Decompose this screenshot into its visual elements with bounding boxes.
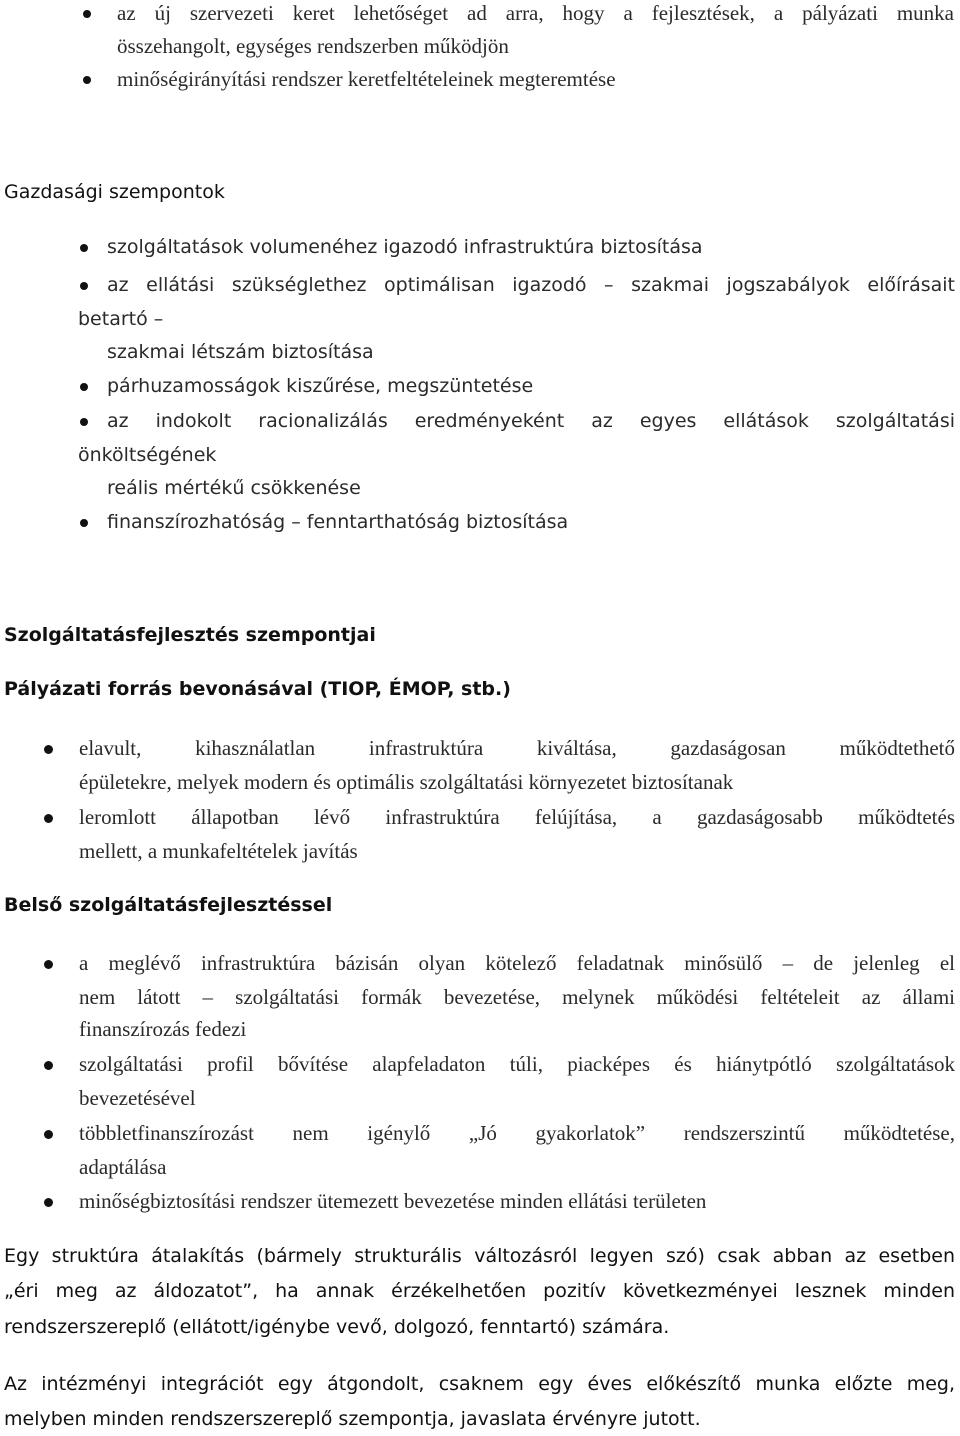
bullet-icon <box>44 1198 53 1207</box>
list-item-text: mellett, a munkafeltételek javítás <box>79 839 358 863</box>
bullet-icon <box>83 76 91 84</box>
bullet-icon <box>80 383 88 391</box>
bullet-icon <box>80 519 88 527</box>
list-item-text: összehangolt, egységes rendszerben működjön <box>117 34 509 58</box>
bullet-icon <box>83 10 91 18</box>
bullet-icon <box>44 960 53 969</box>
section-subheading: Pályázati forrás bevonásával (TIOP, ÉMOP, stb.) <box>4 678 511 700</box>
list-item-text: az ellátási szükséglethez optimálisan igazodó – szakmai jogszabályok előírásait <box>107 274 955 296</box>
list-item-text: finanszírozhatóság – fenntarthatóság biztosítása <box>107 511 569 533</box>
paragraph-line: „éri meg az áldozatot”, ha annak érzékelhetően pozitív következményei lesznek minden <box>4 1280 955 1302</box>
section-heading: Gazdasági szempontok <box>4 181 225 203</box>
list-item-text: leromlott állapotban lévő infrastruktúra felújítása, a gazdaságosabb működtetés <box>79 805 955 829</box>
list-item-text: szolgáltatási profil bővítése alapfeladaton túli, piacképes és hiánytpótló szolgáltatások <box>79 1052 955 1076</box>
section-heading: Szolgáltatásfejlesztés szempontjai <box>4 624 376 646</box>
paragraph-line: rendszerszereplő (ellátott/igénybe vevő, dolgozó, fenntartó) számára. <box>4 1316 670 1338</box>
list-item-text: elavult, kihasználatlan infrastruktúra kiváltása, gazdaságosan működtethető <box>79 736 955 760</box>
paragraph-line: melyben minden rendszerszereplő szempontja, javaslata érvényre jutott. <box>4 1408 701 1430</box>
list-item-text: önköltségének <box>78 444 217 466</box>
list-item-text: épületekre, melyek modern és optimális szolgáltatási környezetet biztosítanak <box>79 770 734 794</box>
list-item-text: az új szervezeti keret lehetőséget ad arra, hogy a fejlesztések, a pályázati munka <box>117 1 954 25</box>
list-item-text: szakmai létszám biztosítása <box>107 341 374 363</box>
bullet-icon <box>44 1130 53 1139</box>
bullet-icon <box>44 1061 53 1070</box>
section-heading: Belső szolgáltatásfejlesztéssel <box>4 894 333 916</box>
list-item-text: a meglévő infrastruktúra bázisán olyan kötelező feladatnak minősülő – de jelenleg el <box>79 951 955 975</box>
paragraph-line: Az intézményi integrációt egy átgondolt, csaknem egy éves előkészítő munka előzte meg, <box>4 1373 955 1395</box>
paragraph-line: Egy struktúra átalakítás (bármely strukturális változásról legyen szó) csak abban az esetben <box>4 1245 955 1267</box>
list-item-text: adaptálása <box>79 1155 167 1179</box>
bullet-icon <box>44 814 53 823</box>
list-item-text: többletfinanszírozást nem igénylő „Jó gyakorlatok” rendszerszintű működtetése, <box>79 1121 955 1145</box>
list-item-text: bevezetésével <box>79 1086 196 1110</box>
list-item-text: betartó – <box>78 308 164 330</box>
list-item-text: reális mértékű csökkenése <box>107 477 361 499</box>
bullet-icon <box>80 282 88 290</box>
list-item-text: minőségbiztosítási rendszer ütemezett bevezetése minden ellátási területen <box>79 1189 707 1213</box>
bullet-icon <box>44 745 53 754</box>
list-item-text: párhuzamosságok kiszűrése, megszüntetése <box>107 375 534 397</box>
list-item-text: minőségirányítási rendszer keretfeltételeinek megteremtése <box>117 67 616 91</box>
list-item-text: szolgáltatások volumenéhez igazodó infrastruktúra biztosítása <box>107 236 703 258</box>
bullet-icon <box>80 244 88 252</box>
list-item-text: az indokolt racionalizálás eredményeként az egyes ellátások szolgáltatási <box>107 410 955 432</box>
bullet-icon <box>80 418 88 426</box>
list-item-text: finanszírozás fedezi <box>79 1017 247 1041</box>
list-item-text: nem látott – szolgáltatási formák bevezetése, melynek működési feltételeit az állami <box>79 985 955 1009</box>
